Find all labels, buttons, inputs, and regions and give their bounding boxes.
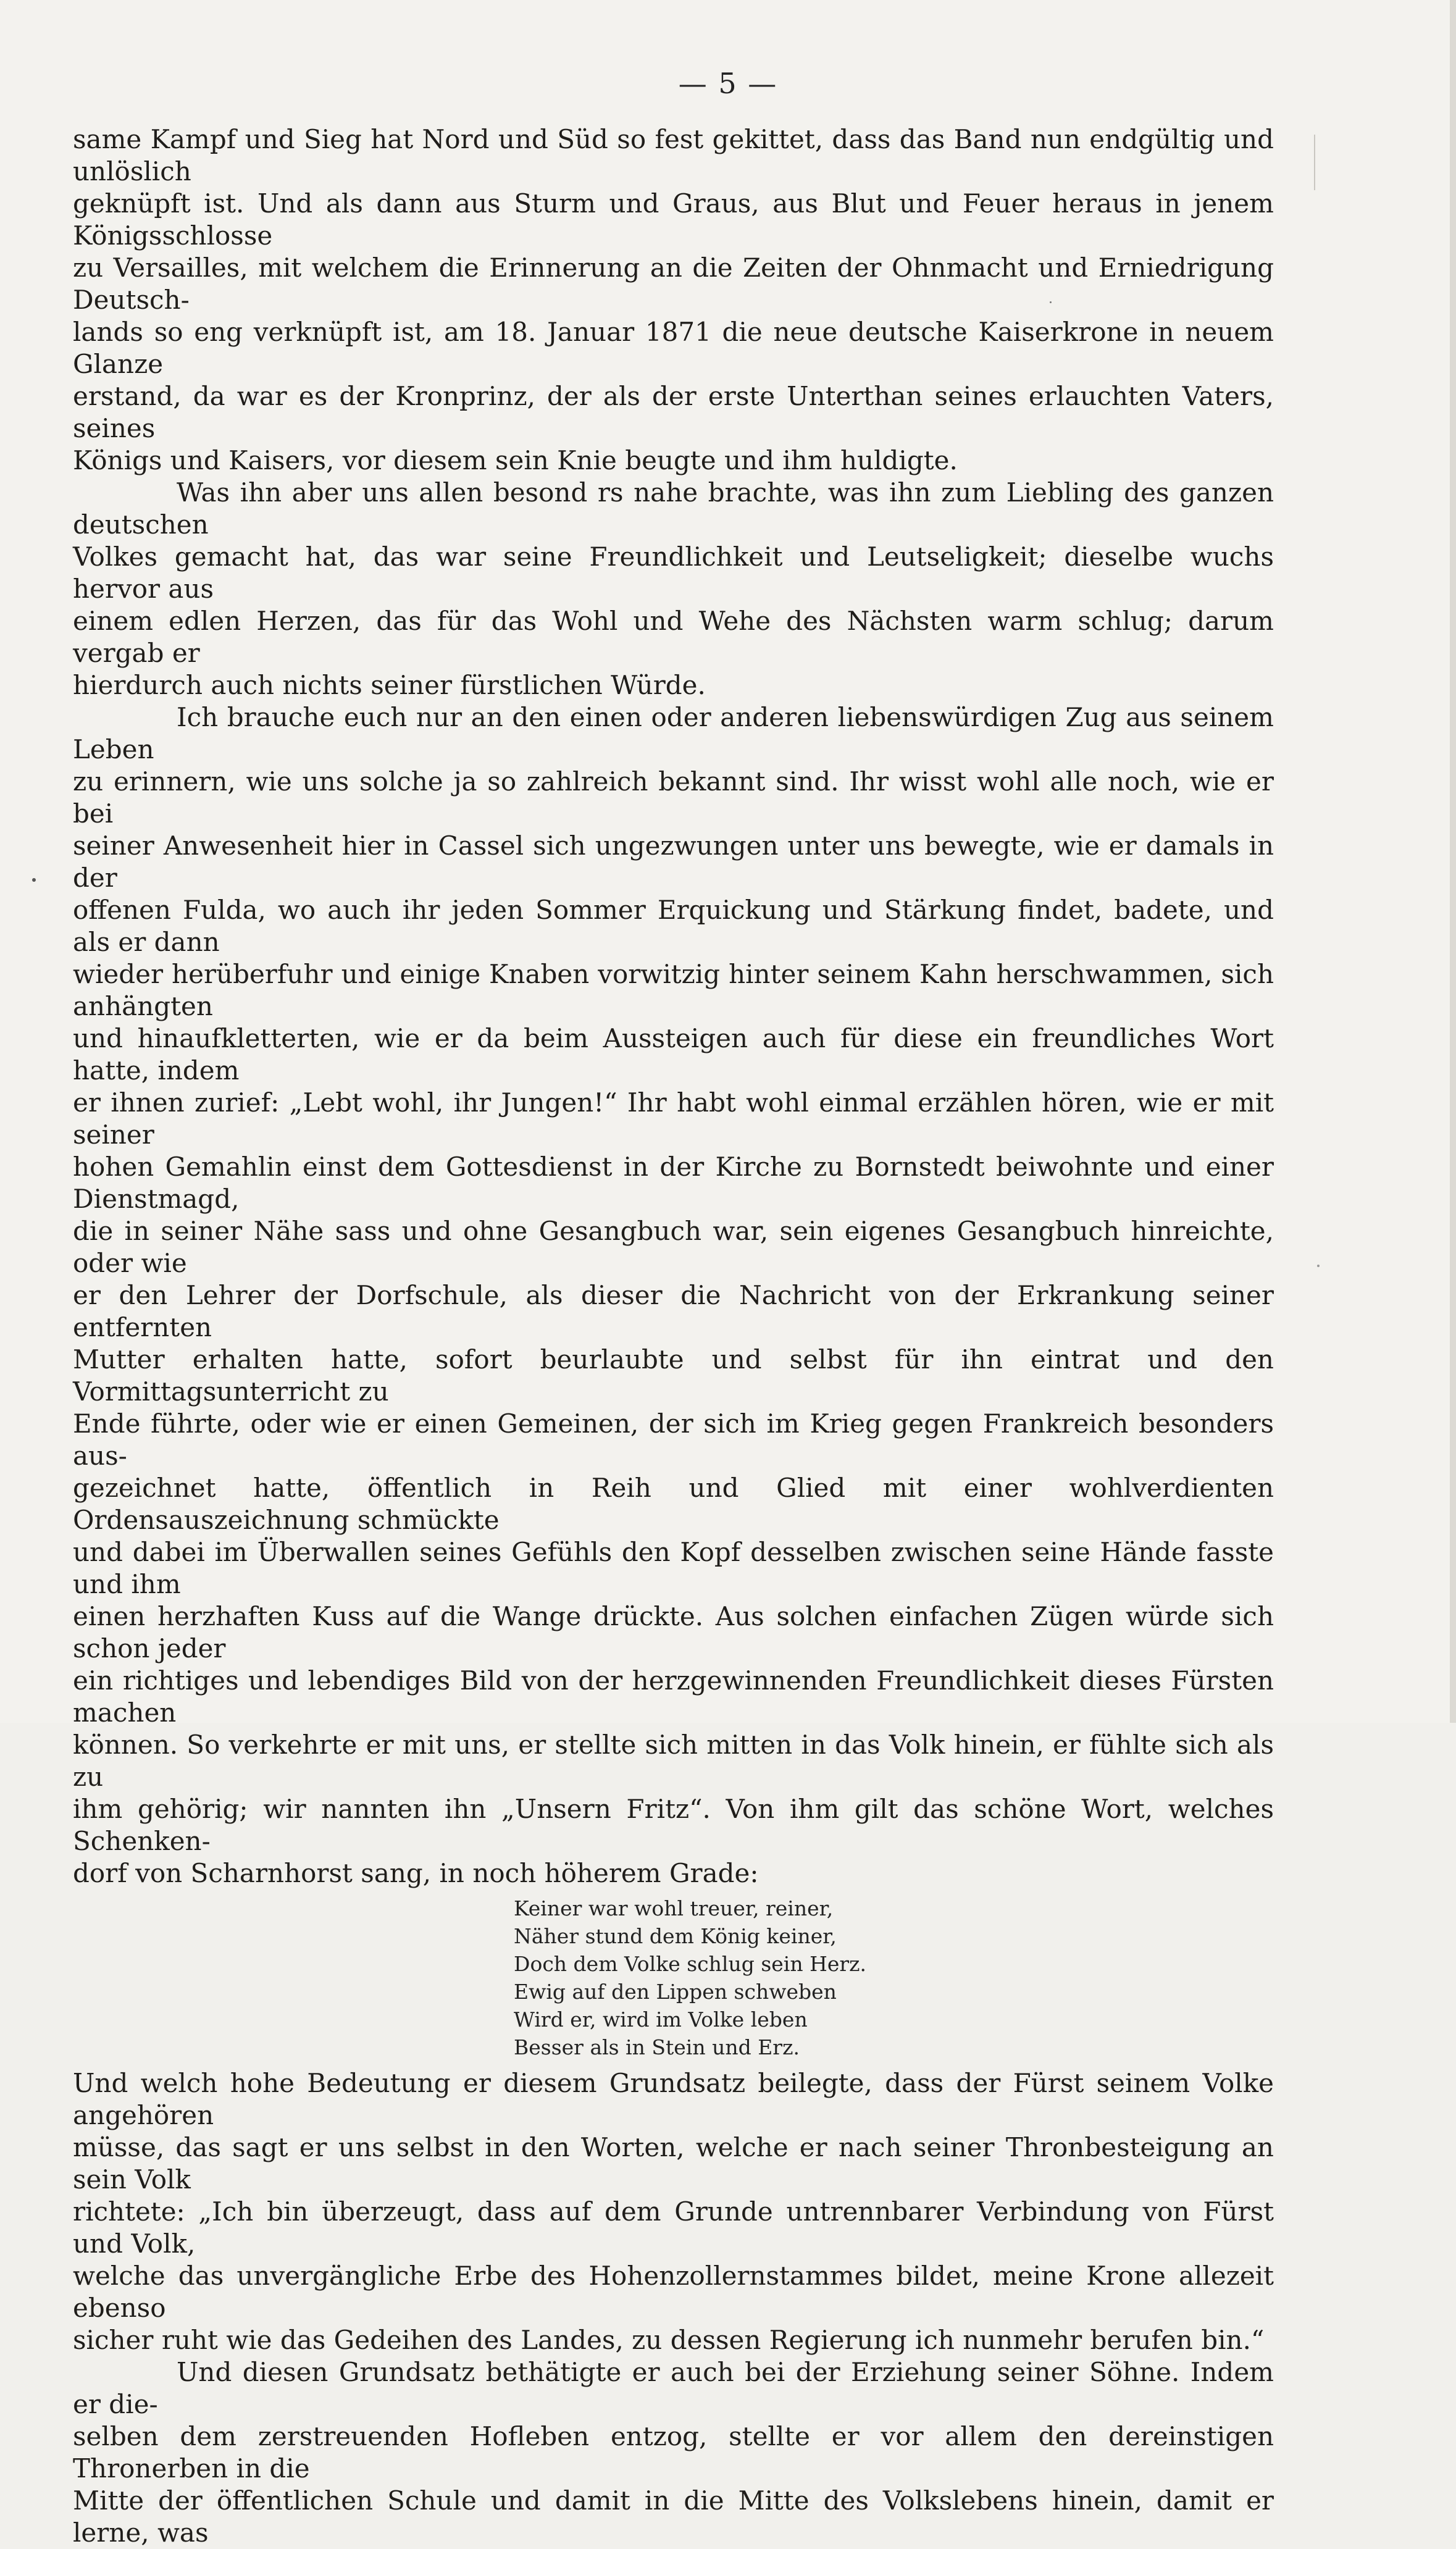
poem-line: Doch dem Volke schlug sein Herz. — [514, 1952, 867, 1976]
scan-speck — [32, 878, 36, 882]
paragraph-4: Und welch hohe Bedeutung er diesem Grundsatz beilegte, dass der Fürst seinem Volke angehören müsse, das sagt er uns selbst in den Worten, welche er nach seiner Thronbesteigung an sein Volk richtete: „Ich bin überzeugt, dass auf dem Grunde untrennbarer Verbindung von Fürst und Volk, welche das unvergängliche Erbe des Hohenzollernstammes bildet, meine Krone allezeit ebenso sicher ruht wie das Gedeihen des Landes, zu dessen Regierung ich nunmehr berufen bin.“ — [73, 2068, 1274, 2355]
poem-line: Näher stund dem König keiner, — [514, 1924, 837, 1948]
paragraph-2: Was ihn aber uns allen besond rs nahe brachte, was ihn zum Liebling des ganzen deutschen Volkes gemacht hat, das war seine Freundlichkeit und Leutseligkeit; dieselbe wuchs hervor aus einem edlen Herzen, das für das Wohl und Wehe des Nächsten warm schlug; darum vergab er hierdurch auch nichts seiner fürstlichen Würde. — [73, 477, 1274, 700]
poem-line: Wird er, wird im Volke leben — [514, 2007, 808, 2032]
body-text — [73, 123, 1274, 2549]
page-number: — 5 — — [678, 67, 778, 100]
page-edge-shadow — [1450, 0, 1456, 1723]
margin-mark — [1314, 135, 1315, 190]
poem-line: Keiner war wohl treuer, reiner, — [514, 1896, 834, 1920]
paragraph-5: Und diesen Grundsatz bethätigte er auch bei der Erziehung seiner Söhne. Indem er die- selben dem zerstreuenden Hofleben entzog, stellte er vor allem den dereinstigen Thronerben in die Mitte der öffentlichen Schule und damit in die Mitte des Volkslebens hinein, damit er lerne, was — [73, 2357, 1274, 2548]
paragraph-3: Ich brauche euch nur an den einen oder anderen liebenswürdigen Zug aus seinem Leben zu erinnern, wie uns solche ja so zahlreich bekannt sind. Ihr wisst wohl alle noch, wie er bei seiner Anwesenheit hier in Cassel sich ungezwungen unter uns bewegte, wie er damals in der offenen Fulda, wo auch ihr jeden Sommer Erquickung und Stärkung findet, badete, und als er dann wieder herüberfuhr und einige Knaben vorwitzig hinter seinem Kahn herschwammen, sich anhängten und hinaufkletterten, wie er da beim Aussteigen auch für diese ein freundliches Wort hatte, indem er ihnen zurief: „Lebt wohl, ihr Jungen!“ Ihr habt wohl einmal erzählen hören, wie er mit seiner hohen Gemahlin einst dem Gottesdienst in der Kirche zu Bornstedt beiwohnte und einer Dienstmagd, die in seiner Nähe sass und ohne Gesangbuch war, sein eigenes Gesangbuch hinreichte, oder wie er den Lehrer der Dorfschule, als dieser die Nachricht von der Erkrankung seiner entfernten Mutter erhalten hatte, sofort beurlaubte und selbst für ihn eintrat und den Vormittagsunterricht zu Ende führte, oder wie er einen Gemeinen, der sich im Krieg gegen Frankreich besonders aus- gezeichnet hatte, öffentlich in Reih und Glied mit einer wohlverdienten Ordensauszeichnung schmückte und dabei im Überwallen seines Gefühls den Kopf desselben zwischen seine Hände fasste und ihm einen herzhaften Kuss auf die Wange drückte. Aus solchen einfachen Zügen würde sich schon jeder ein richtiges und lebendiges Bild von der herzgewinnenden Freundlichkeit dieses Fürsten machen können. So verkehrte er mit uns, er stellte sich mitten in das Volk hinein, er fühlte sich als zu ihm gehörig; wir nannten ihn „Unsern Fritz“. Von ihm gilt das schöne Wort, welches Schenken- dorf von Scharnhorst sang, in noch höherem Grade: — [73, 702, 1274, 1888]
scan-speck — [1317, 1265, 1320, 1267]
paragraph-1: same Kampf und Sieg hat Nord und Süd so fest gekittet, dass das Band nun endgültig und unlöslich geknüpft ist. Und als dann aus Sturm und Graus, aus Blut und Feuer heraus in jenem Königsschlosse zu Versailles, mit welchem die Erinnerung an die Zeiten der Ohnmacht und Erniedrigung Deutsch- lands so eng verknüpft ist, am 18. Januar 1871 die neue deutsche Kaiserkrone in neuem Glanze erstand, da war es der Kronprinz, der als der erste Unterthan seines erlauchten Vaters, seines Königs und Kaisers, vor diesem sein Knie beugte und ihm huldigte. — [73, 124, 1274, 475]
poem-quote — [514, 1894, 1274, 2061]
poem-line: Ewig auf den Lippen schweben — [514, 1980, 837, 2004]
poem-line: Besser als in Stein und Erz. — [514, 2035, 800, 2059]
